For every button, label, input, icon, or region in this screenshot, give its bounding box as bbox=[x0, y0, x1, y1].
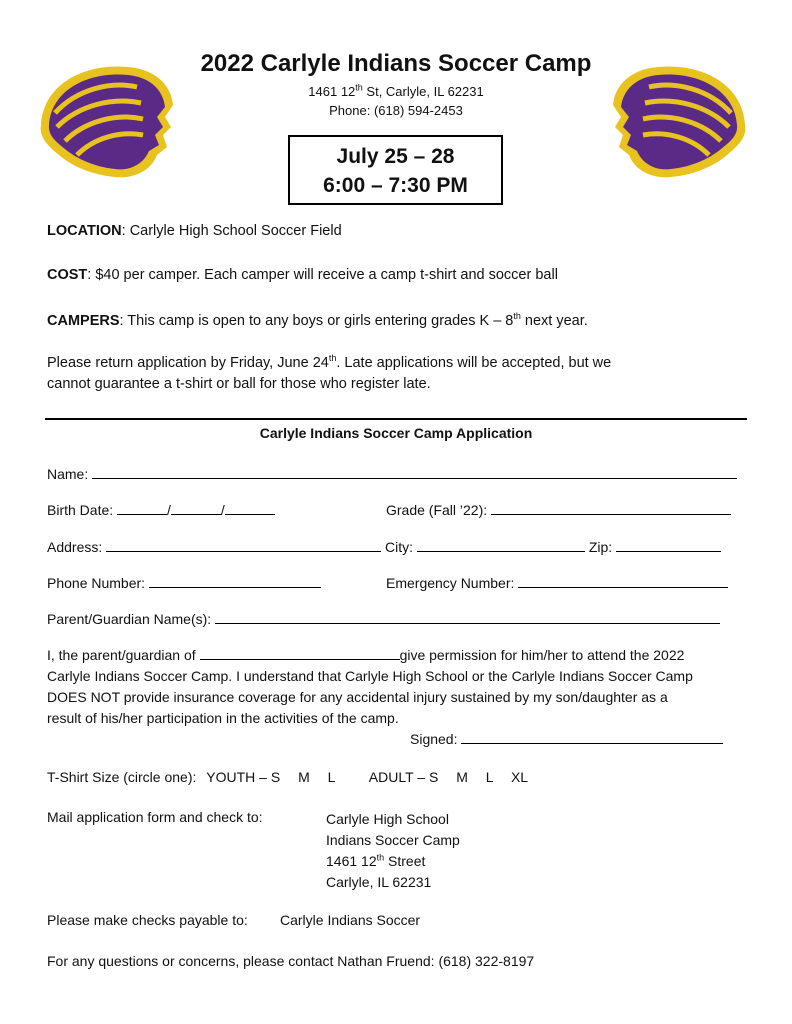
phone-label: Phone Number: bbox=[47, 575, 146, 591]
parent-row bbox=[47, 609, 720, 627]
page-title: 2022 Carlyle Indians Soccer Camp bbox=[200, 50, 592, 77]
phone-field[interactable] bbox=[149, 573, 321, 588]
birth-month-field[interactable] bbox=[117, 500, 167, 515]
size-youth-l[interactable]: L bbox=[327, 769, 335, 785]
name-field[interactable] bbox=[92, 464, 737, 479]
birth-date-label: Birth Date: bbox=[47, 502, 114, 518]
indian-head-logo-left bbox=[33, 55, 178, 185]
payable-value: Carlyle Indians Soccer bbox=[280, 912, 421, 928]
name-label: Name: bbox=[47, 466, 89, 482]
birth-year-field[interactable] bbox=[225, 500, 275, 515]
size-youth-s[interactable]: YOUTH – S bbox=[206, 769, 281, 785]
location-line: LOCATION: Carlyle High School Soccer Field bbox=[47, 223, 342, 239]
grade-label: Grade (Fall ’22): bbox=[386, 502, 488, 518]
campers-line: CAMPERS: This camp is open to any boys or girls entering grades K – 8th next year. bbox=[47, 311, 588, 329]
zip-label: Zip: bbox=[588, 539, 613, 555]
date-time-box bbox=[288, 135, 503, 205]
city-field[interactable] bbox=[417, 537, 585, 552]
child-name-field[interactable] bbox=[200, 645, 400, 660]
grade-row bbox=[386, 500, 731, 518]
name-row bbox=[47, 464, 737, 482]
emergency-row bbox=[386, 573, 728, 591]
tshirt-label: T-Shirt Size (circle one): bbox=[47, 769, 197, 785]
birth-day-field[interactable] bbox=[171, 500, 221, 515]
section-divider bbox=[45, 418, 747, 420]
consent-paragraph: I, the parent/guardian of give permission for him/her to attend the 2022 Carlyle Indians Soccer Camp. I understand that Carlyle High School or the Carlyle Indians Soccer Camp DOES NOT provide insurance coverage for any accidental injury sustained by my son/daughter as a result of his/her participation in the activities of the camp. bbox=[47, 647, 693, 726]
parent-field[interactable] bbox=[215, 609, 720, 624]
tshirt-size-row bbox=[47, 769, 528, 785]
address-label: Address: bbox=[47, 539, 103, 555]
camp-phone: Phone: (618) 594-2453 bbox=[329, 103, 463, 118]
contact-line: For any questions or concerns, please contact Nathan Fruend: (618) 322-8197 bbox=[47, 953, 535, 969]
emergency-field[interactable] bbox=[518, 573, 728, 588]
signature-row bbox=[410, 729, 723, 747]
city-label: City: bbox=[385, 539, 414, 555]
signed-label: Signed: bbox=[410, 731, 458, 747]
size-youth-m[interactable]: M bbox=[298, 769, 310, 785]
size-adult-l[interactable]: L bbox=[485, 769, 494, 785]
emergency-label: Emergency Number: bbox=[386, 575, 515, 591]
parent-label: Parent/Guardian Name(s): bbox=[47, 611, 212, 627]
payable-label: Please make checks payable to: bbox=[47, 912, 248, 928]
mailing-address: Carlyle High School Indians Soccer Camp 1461 12th Street Carlyle, IL 62231 bbox=[326, 811, 460, 890]
grade-field[interactable] bbox=[491, 500, 731, 515]
zip-field[interactable] bbox=[616, 537, 721, 552]
size-adult-xl[interactable]: XL bbox=[510, 769, 529, 785]
camp-dates: July 25 – 28 bbox=[336, 145, 455, 168]
address-row bbox=[47, 537, 721, 555]
indian-head-logo-right bbox=[608, 55, 753, 185]
size-adult-s[interactable]: ADULT – S bbox=[368, 769, 439, 785]
return-line-1: Please return application by Friday, June 24th. Late applications will be accepted, but we bbox=[47, 353, 612, 371]
address-field[interactable] bbox=[106, 537, 381, 552]
camp-times: 6:00 – 7:30 PM bbox=[323, 174, 468, 197]
application-heading: Carlyle Indians Soccer Camp Application bbox=[259, 425, 533, 441]
cost-line: COST: $40 per camper. Each camper will receive a camp t-shirt and soccer ball bbox=[47, 267, 558, 283]
mail-label: Mail application form and check to: bbox=[47, 809, 263, 825]
size-adult-m[interactable]: M bbox=[456, 769, 468, 785]
signature-field[interactable] bbox=[461, 729, 723, 744]
return-line-2: cannot guarantee a t-shirt or ball for those who register late. bbox=[47, 376, 431, 392]
phone-row bbox=[47, 573, 321, 591]
camp-address: 1461 12th St, Carlyle, IL 62231 bbox=[308, 82, 484, 99]
birth-date-row: Birth Date: / / bbox=[47, 500, 275, 518]
